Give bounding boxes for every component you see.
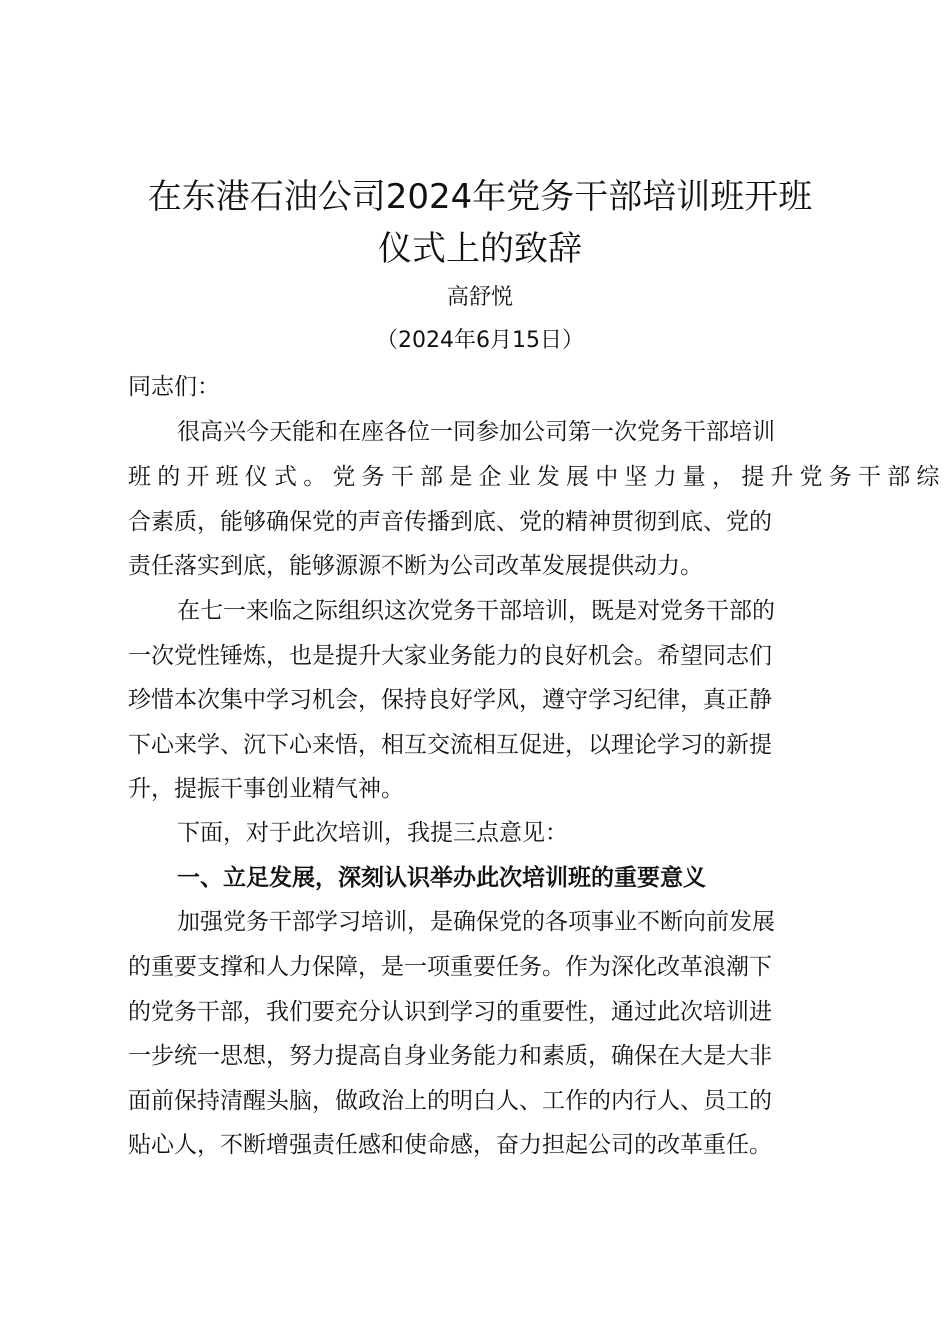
salutation: 同志们： xyxy=(128,374,220,400)
paragraph-line: 合素质，能够确保党的声音传播到底、党的精神贯彻到底、党的 xyxy=(128,509,772,535)
paragraph-line: 的党务干部，我们要充分认识到学习的重要性，通过此次培训进 xyxy=(128,999,772,1025)
paragraph-line: 一次党性锤炼，也是提升大家业务能力的良好机会。希望同志们 xyxy=(128,643,772,669)
paragraph-line: 加强党务干部学习培训，是确保党的各项事业不断向前发展 xyxy=(177,909,775,935)
paragraph-line: 面前保持清醒头脑，做政治上的明白人、工作的内行人、员工的 xyxy=(128,1088,772,1114)
paragraph-line: 贴心人，不断增强责任感和使命感，奋力担起公司的改革重任。 xyxy=(128,1132,772,1158)
author-name: 高舒悦 xyxy=(446,285,513,310)
paragraph-line: 很高兴今天能和在座各位一同参加公司第一次党务干部培训 xyxy=(177,419,775,445)
paragraph-line: 升，提振干事创业精气神。 xyxy=(128,776,404,802)
paragraph-line: 一步统一思想，努力提高自身业务能力和素质，确保在大是大非 xyxy=(128,1043,772,1069)
paragraph-line: 珍惜本次集中学习机会，保持良好学风，遵守学习纪律，真正静 xyxy=(128,687,772,713)
paragraph-line: 下面，对于此次培训，我提三点意见： xyxy=(177,820,568,846)
paragraph-line: 班的开班仪式。党务干部是企业发展中坚力量，提升党务干部综 xyxy=(128,464,946,490)
paragraph-line: 的重要支撑和人力保障，是一项重要任务。作为深化改革浪潮下 xyxy=(128,954,772,980)
section-heading: 一、立足发展，深刻认识举办此次培训班的重要意义 xyxy=(177,865,706,891)
paragraph-line: 责任落实到底，能够源源不断为公司改革发展提供动力。 xyxy=(128,553,703,579)
speech-date: （2024年6月15日） xyxy=(376,328,584,353)
paragraph-line: 在七一来临之际组织这次党务干部培训，既是对党务干部的 xyxy=(177,598,775,624)
document-title-line-1: 在东港石油公司2024年党务干部培训班开班 xyxy=(147,177,813,217)
document-title-line-2: 仪式上的致辞 xyxy=(378,229,582,269)
paragraph-line: 下心来学、沉下心来悟，相互交流相互促进，以理论学习的新提 xyxy=(128,732,772,758)
